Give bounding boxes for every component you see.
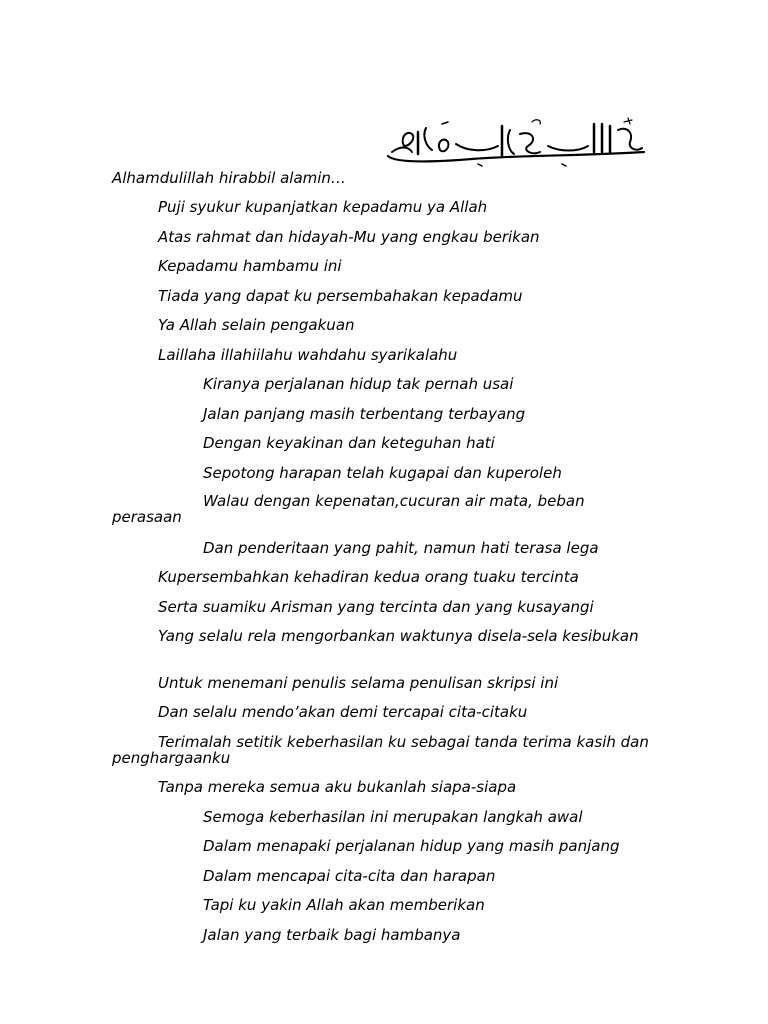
dedication-line: Tanpa mereka semua aku bukanlah siapa-siapa [158,778,517,796]
dedication-line: Serta suamiku Arisman yang tercinta dan yang kusayangi [158,598,594,616]
dedication-line: Tapi ku yakin Allah akan memberikan [203,896,485,914]
dedication-line: Alhamdulillah hirabbil alamin… [112,169,346,187]
dedication-line: Atas rahmat dan hidayah-Mu yang engkau berikan [158,228,540,246]
dedication-line: Dan penderitaan yang pahit, namun hati terasa lega [203,539,599,557]
dedication-line: Terimalah setitik keberhasilan ku sebagai tanda terima kasih dan penghargaanku [112,733,649,767]
dedication-line: Walau dengan kepenatan,cucuran air mata, beban perasaan [112,492,585,526]
dedication-line: Laillaha illahiilahu wahdahu syarikalahu [158,346,458,364]
dedication-line: Tiada yang dapat ku persembahakan kepadamu [158,287,523,305]
dedication-line: Kepadamu hambamu ini [158,257,342,275]
dedication-line: Dan selalu mendo’akan demi tercapai cita-citaku [158,703,528,721]
dedication-line: Sepotong harapan telah kugapai dan kuperoleh [203,464,562,482]
bismillah-calligraphy [382,116,650,170]
dedication-line: Semoga keberhasilan ini merupakan langkah awal [203,808,583,826]
dedication-line: Yang selalu rela mengorbankan waktunya disela-sela kesibukan [158,627,639,645]
dedication-line: Dengan keyakinan dan keteguhan hati [203,434,495,452]
dedication-line: Untuk menemani penulis selama penulisan skripsi ini [158,674,559,692]
dedication-line: Jalan yang terbaik bagi hambanya [203,926,461,944]
dedication-line: Kupersembahkan kehadiran kedua orang tuaku tercinta [158,568,579,586]
dedication-line: Dalam menapaki perjalanan hidup yang masih panjang [203,837,620,855]
dedication-line: Puji syukur kupanjatkan kepadamu ya Allah [158,198,488,216]
dedication-line: Kiranya perjalanan hidup tak pernah usai [203,375,514,393]
dedication-line: Jalan panjang masih terbentang terbayang [203,405,526,423]
dedication-line: Dalam mencapai cita-cita dan harapan [203,867,496,885]
dedication-line: Ya Allah selain pengakuan [158,316,355,334]
